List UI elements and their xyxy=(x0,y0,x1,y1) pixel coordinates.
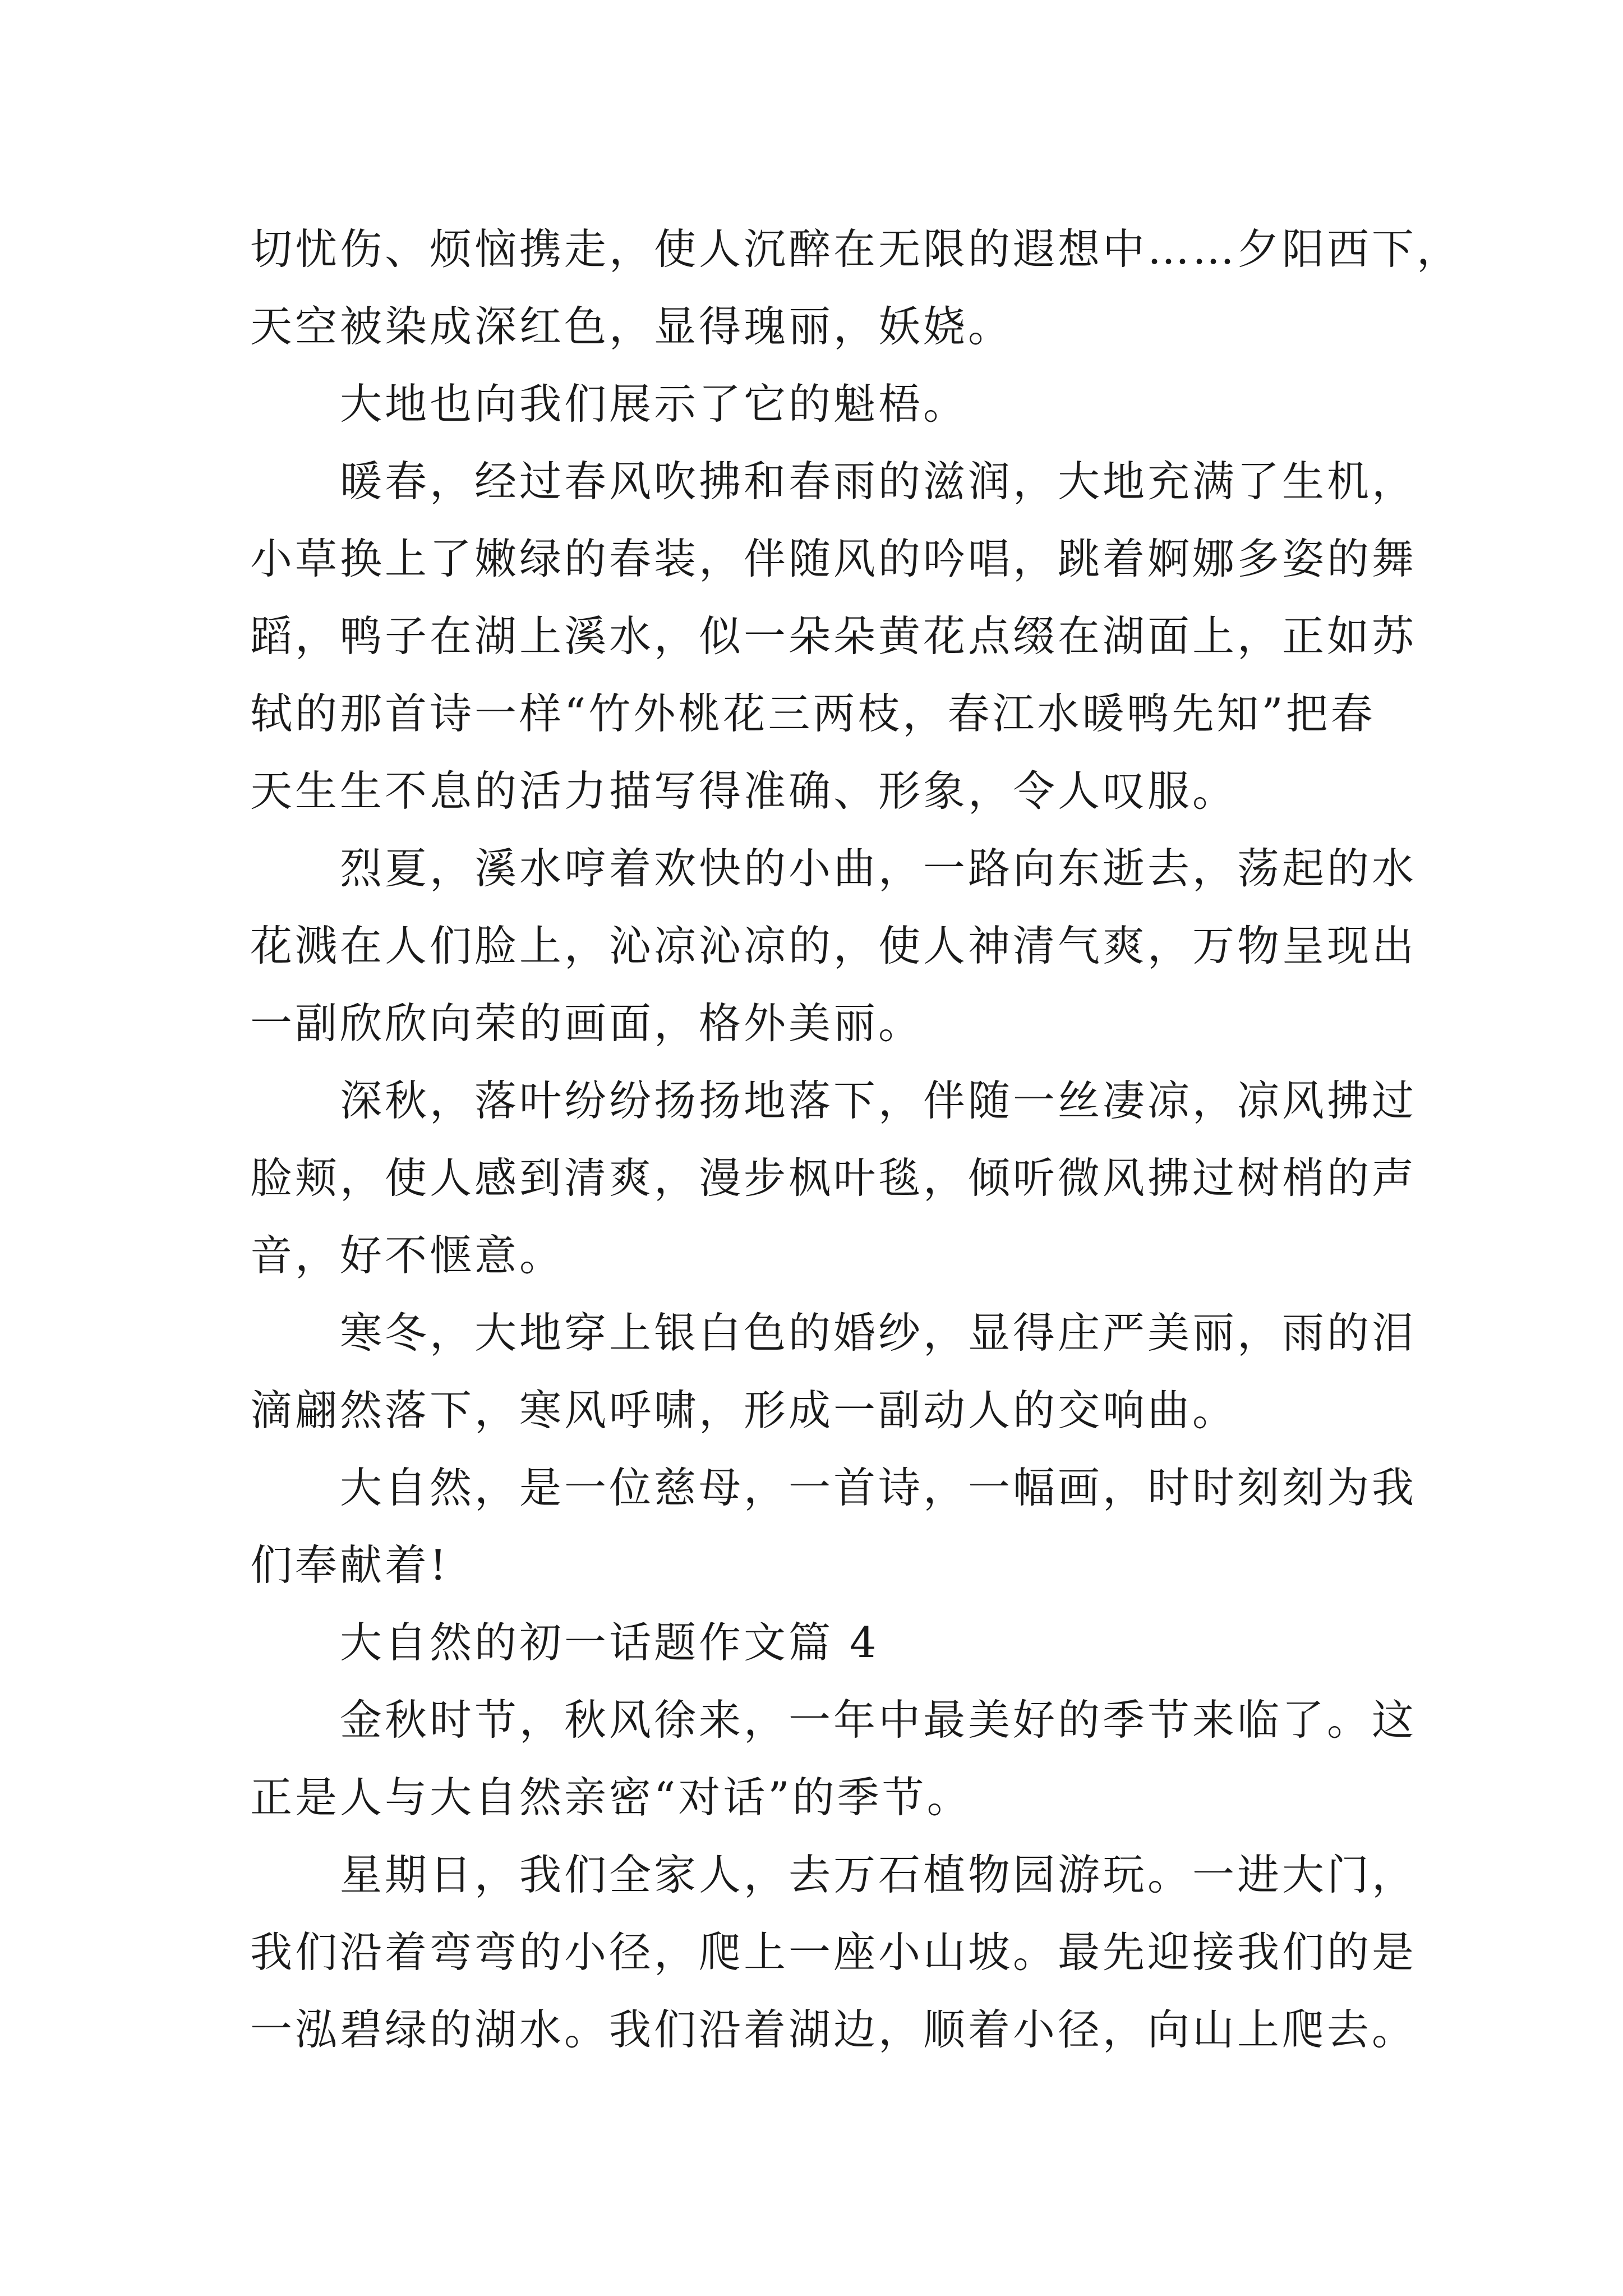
text-line: 正是人与大自然亲密“对话”的季节。 xyxy=(250,1773,972,1822)
text-line: 切忧伤、烦恼携走，使人沉醉在无限的遐想中……夕阳西下， xyxy=(250,224,1462,274)
text-line: 大自然，是一位慈母，一首诗，一幅画，时时刻刻为我 xyxy=(340,1463,1417,1512)
text-line: 深秋，落叶纷纷扬扬地落下，伴随一丝凄凉，凉风拂过 xyxy=(340,1076,1417,1125)
text-line: 一副欣欣向荣的画面，格外美丽。 xyxy=(250,999,924,1048)
text-line: 天空被染成深红色，显得瑰丽，妖娆。 xyxy=(250,302,1013,351)
text-line: 天生生不息的活力描写得准确、形象，令人叹服。 xyxy=(250,766,1238,816)
text-line: 一泓碧绿的湖水。我们沿着湖边，顺着小径，向山上爬去。 xyxy=(250,2005,1417,2054)
text-line: 大地也向我们展示了它的魁梧。 xyxy=(340,379,969,429)
text-line: 金秋时节，秋风徐来，一年中最美好的季节来临了。这 xyxy=(340,1695,1417,1745)
text-line: 们奉献着! xyxy=(250,1540,450,1590)
text-line: 音，好不惬意。 xyxy=(250,1231,565,1280)
text-line: 小草换上了嫩绿的春装，伴随风的吟唱，跳着婀娜多姿的舞 xyxy=(250,534,1417,583)
text-line: 暖春，经过春风吹拂和春雨的滋润，大地充满了生机， xyxy=(340,457,1417,506)
text-line: 星期日，我们全家人，去万石植物园游玩。一进大门， xyxy=(340,1850,1417,1899)
text-line: 蹈，鸭子在湖上溪水，似一朵朵黄花点缀在湖面上，正如苏 xyxy=(250,611,1417,661)
essay-body xyxy=(250,210,1462,2068)
text-line: 我们沿着弯弯的小径，爬上一座小山坡。最先迎接我们的是 xyxy=(250,1927,1417,1977)
text-line: 轼的那首诗一样“竹外桃花三两枝，春江水暖鸭先知”把春 xyxy=(250,689,1376,738)
text-line: 脸颊，使人感到清爽，漫步枫叶毯，倾听微风拂过树梢的声 xyxy=(250,1153,1417,1203)
section-heading: 大自然的初一话题作文篇 4 xyxy=(340,1618,879,1667)
text-line: 烈夏，溪水哼着欢快的小曲，一路向东逝去，荡起的水 xyxy=(340,844,1417,893)
text-line: 滴翩然落下，寒风呼啸，形成一副动人的交响曲。 xyxy=(250,1386,1238,1435)
text-line: 花溅在人们脸上，沁凉沁凉的，使人神清气爽，万物呈现出 xyxy=(250,921,1417,970)
text-line: 寒冬，大地穿上银白色的婚纱，显得庄严美丽，雨的泪 xyxy=(340,1308,1417,1358)
